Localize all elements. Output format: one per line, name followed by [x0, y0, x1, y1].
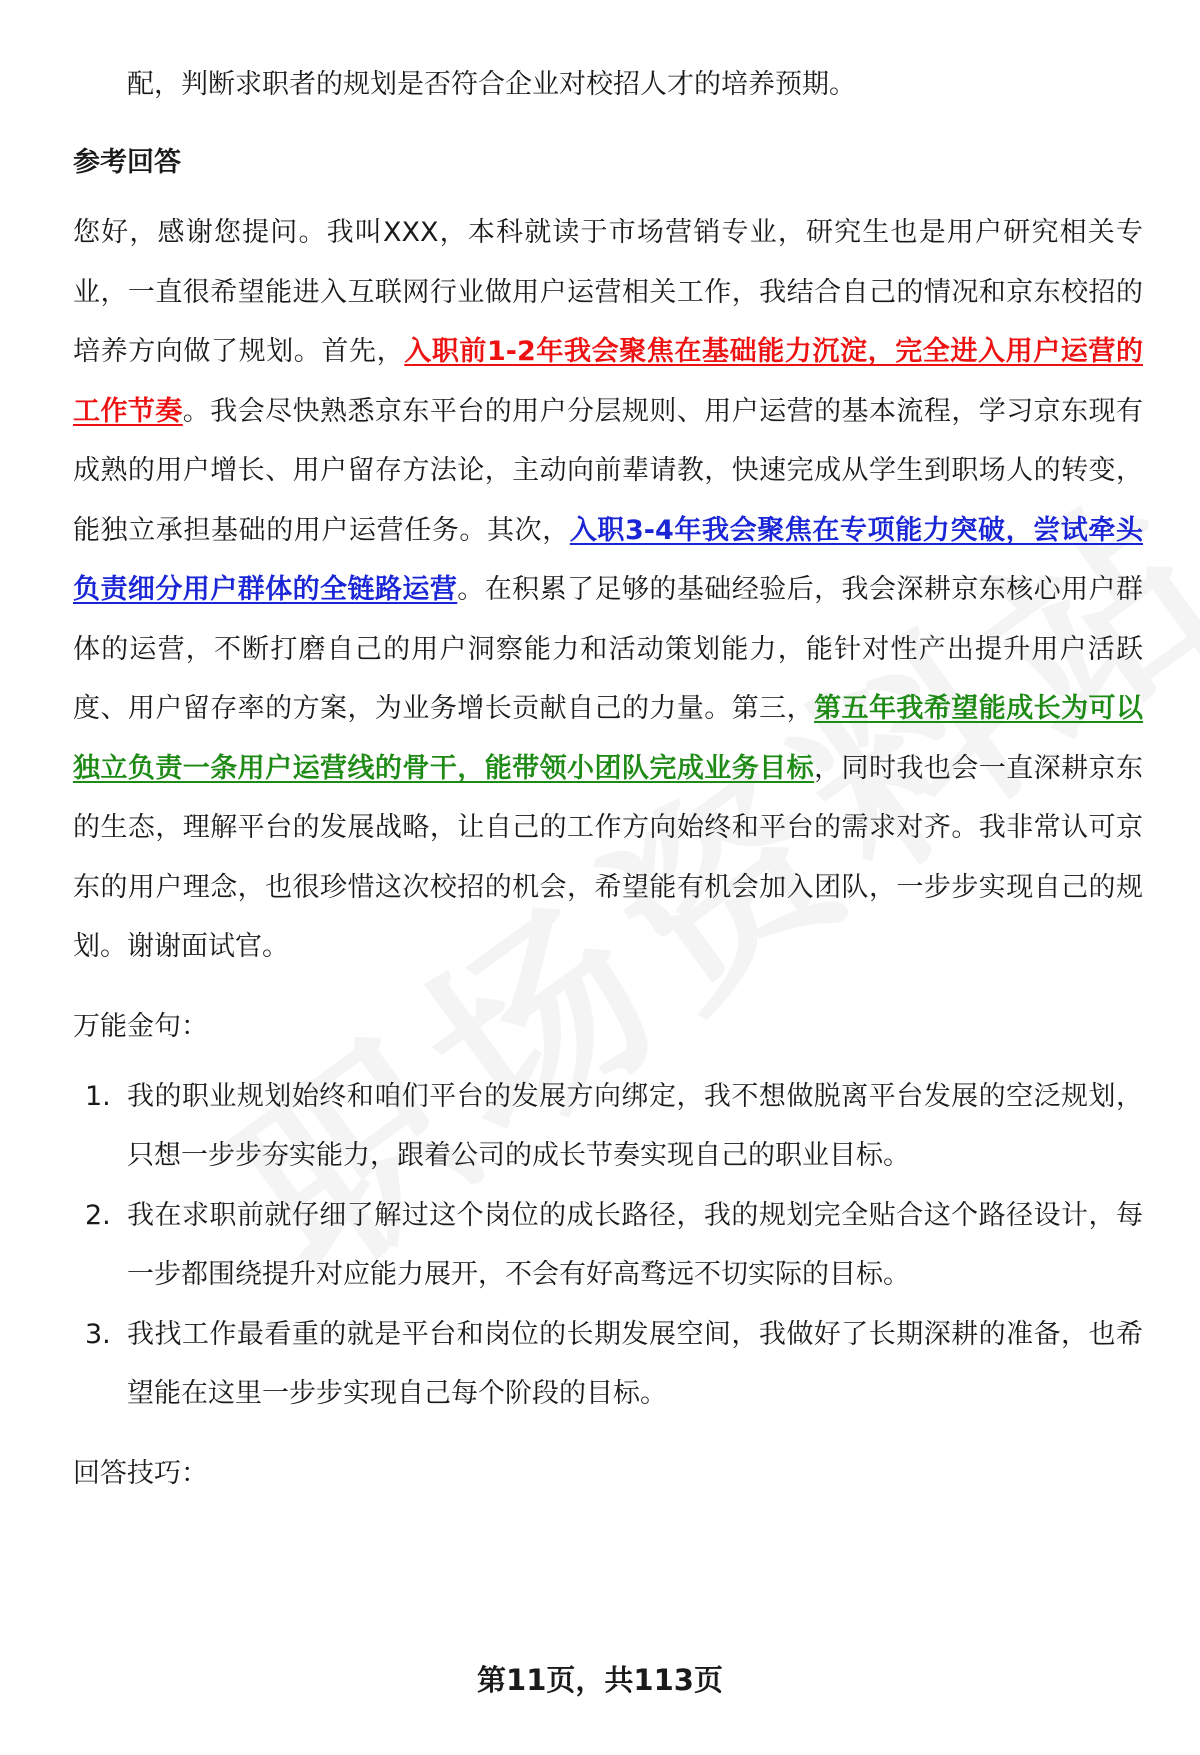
list-item [73, 1186, 1143, 1305]
phrases-label: 万能金句： [73, 1010, 208, 1042]
answer-text-4: ，同时我也会一直深耕京东的生态，理解平台的发展战略，让自己的工作方向始终和平台的需求对齐。我非常认可京东的用户理念，也很珍惜这次校招的机会，希望能有机会加入团队，一步步实现自己的规划。谢谢面试官。 [73, 752, 1143, 962]
answer-text-1: 您好，感谢您提问。我叫XXX，本科就读于市场营销专业，研究生也是用户研究相关专业，一直很希望能进入互联网行业做用户运营相关工作，我结合自己的情况和京东校招的培养方向做了规划。首先， [73, 217, 1143, 367]
answer-text-3: 。在积累了足够的基础经验后，我会深耕京东核心用户群体的运营，不断打磨自己的用户洞察能力和活动策划能力，能针对性产出提升用户活跃度、用户留存率的方案，为业务增长贡献自己的力量。第三， [73, 574, 1144, 724]
intro-line: 配，判断求职者的规划是否符合企业对校招人才的培养预期。 [127, 69, 856, 100]
list-item [73, 1305, 1143, 1424]
list-item-number: 3. [85, 1318, 111, 1350]
list-item-number: 1. [85, 1080, 111, 1112]
list-item-text: 我的职业规划始终和咱们平台的发展方向绑定，我不想做脱离平台发展的空泛规划，只想一步步夯实能力，跟着公司的成长节奏实现自己的职业目标。 [127, 1080, 1143, 1171]
phrases-list [73, 1067, 1143, 1424]
highlight-red: 入职前1-2年我会聚焦在基础能力沉淀，完全进入用户运营的工作节奏 [73, 336, 1144, 427]
answer-paragraph [73, 203, 1143, 977]
answer-heading: 参考回答 [73, 147, 181, 178]
page-content [73, 55, 1143, 1504]
tips-label: 回答技巧： [73, 1457, 208, 1489]
highlight-blue: 入职3-4年我会聚焦在专项能力突破，尝试牵头负责细分用户群体的全链路运营 [73, 514, 1144, 605]
page-footer: 第11页，共113页 [477, 1663, 723, 1697]
answer-text-2: 。我会尽快熟悉京东平台的用户分层规则、用户运营的基本流程，学习京东现有成熟的用户增长、用户留存方法论，主动向前辈请教，快速完成从学生到职场人的转变，能独立承担基础的用户运营任务。其次， [73, 395, 1144, 546]
list-item [73, 1067, 1143, 1186]
list-item-text: 我找工作最看重的就是平台和岗位的长期发展空间，我做好了长期深耕的准备，也希望能在这里一步步实现自己每个阶段的目标。 [127, 1318, 1143, 1409]
highlight-green: 第五年我希望能成长为可以独立负责一条用户运营线的骨干，能带领小团队完成业务目标 [73, 693, 1143, 784]
list-item-text: 我在求职前就仔细了解过这个岗位的成长路径，我的规划完全贴合这个路径设计，每一步都围绕提升对应能力展开，不会有好高骛远不切实际的目标。 [127, 1199, 1143, 1290]
list-item-number: 2. [85, 1199, 111, 1231]
